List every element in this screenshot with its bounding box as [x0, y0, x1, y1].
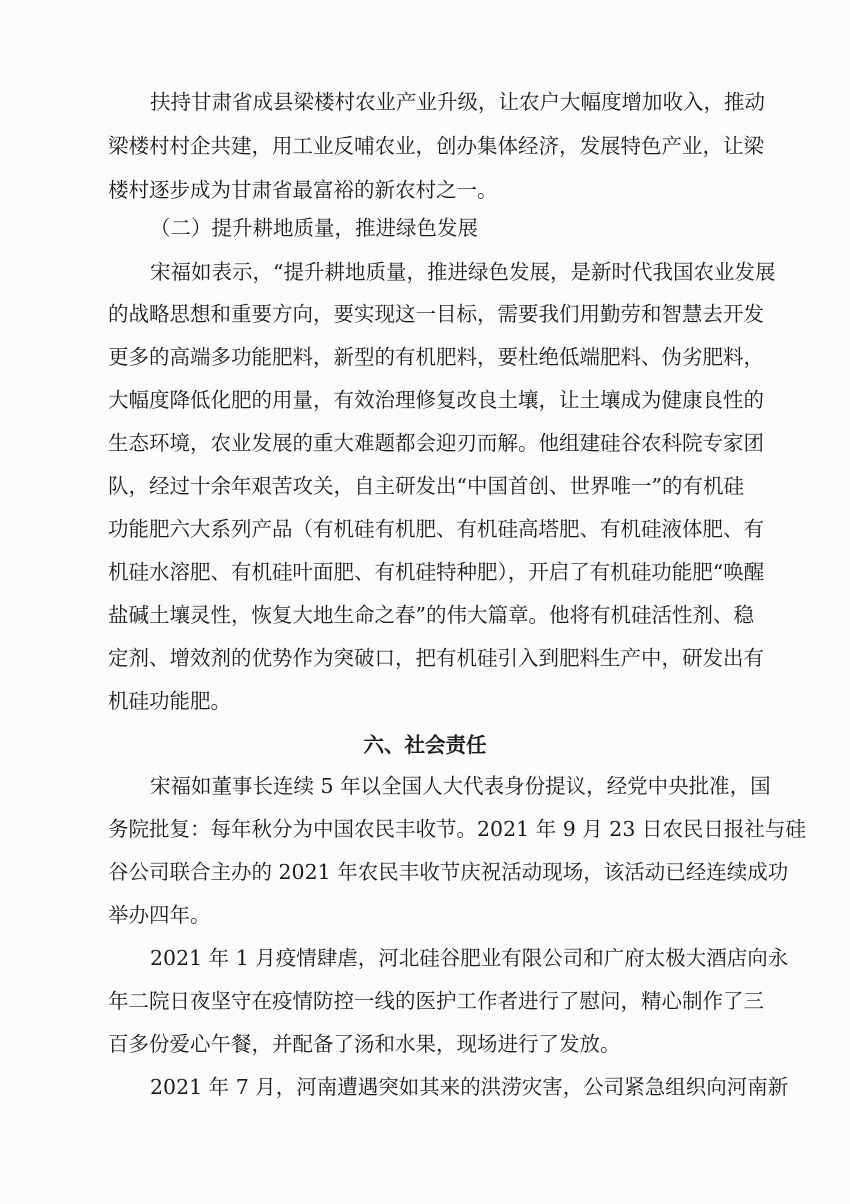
paragraph-line: 的战略思想和重要方向，要实现这一目标，需要我们用勤劳和智慧去开发: [108, 302, 764, 326]
paragraph-line: 生态环境，农业发展的重大难题都会迎刃而解。他组建硅谷农科院专家团: [108, 431, 764, 455]
paragraph-line: 2021 年 7 月，河南遭遇突如其来的洪涝灾害，公司紧急组织向河南新: [150, 1075, 789, 1099]
paragraph-line: 宋福如表示，“提升耕地质量，推进绿色发展，是新时代我国农业发展: [150, 260, 776, 284]
subsection-heading: （二）提升耕地质量，推进绿色发展: [150, 216, 478, 240]
paragraph-line: 2021 年 1 月疫情肆虐，河北硅谷肥业有限公司和广府太极大酒店向永: [150, 946, 789, 970]
paragraph-line: 梁楼村村企共建，用工业反哺农业，创办集体经济，发展特色产业，让梁: [108, 134, 764, 158]
paragraph-line: 机硅水溶肥、有机硅叶面肥、有机硅特种肥），开启了有机硅功能肥“唤醒: [108, 560, 765, 584]
paragraph-line: 谷公司联合主办的 2021 年农民丰收节庆祝活动现场，该活动已经连续成功: [108, 860, 789, 884]
paragraph-line: 功能肥六大系列产品（有机硅有机肥、有机硅高塔肥、有机硅液体肥、有: [108, 517, 764, 541]
paragraph-line: 宋福如董事长连续 5 年以全国人大代表身份提议，经党中央批准，国: [150, 774, 771, 798]
paragraph-line: 扶持甘肃省成县梁楼村农业产业升级，让农户大幅度增加收入，推动: [150, 90, 765, 114]
paragraph-line: 举办四年。: [108, 903, 211, 927]
paragraph-line: 更多的高端多功能肥料，新型的有机肥料，要杜绝低端肥料、伪劣肥料，: [108, 345, 764, 369]
paragraph-line: 务院批复：每年秋分为中国农民丰收节。2021 年 9 月 23 日农民日报社与硅: [108, 817, 806, 841]
paragraph-line: 百多份爱心午餐，并配备了汤和水果，现场进行了发放。: [108, 1032, 621, 1056]
paragraph-line: 盐碱土壤灵性，恢复大地生命之春”的伟大篇章。他将有机硅活性剂、稳: [108, 603, 754, 627]
paragraph-line: 定剂、增效剂的优势作为突破口，把有机硅引入到肥料生产中，研发出有: [108, 646, 764, 670]
section-heading: 六、社会责任: [363, 733, 487, 757]
paragraph-line: 年二院日夜坚守在疫情防控一线的医护工作者进行了慰问，精心制作了三: [108, 989, 764, 1013]
paragraph-line: 楼村逐步成为甘肃省最富裕的新农村之一。: [108, 178, 498, 202]
paragraph-line: 机硅功能肥。: [108, 689, 231, 713]
paragraph-line: 大幅度降低化肥的用量，有效治理修复改良土壤，让土壤成为健康良性的: [108, 388, 764, 412]
paragraph-line: 队，经过十余年艰苦攻关，自主研发出“中国首创、世界唯一”的有机硅: [108, 474, 744, 498]
